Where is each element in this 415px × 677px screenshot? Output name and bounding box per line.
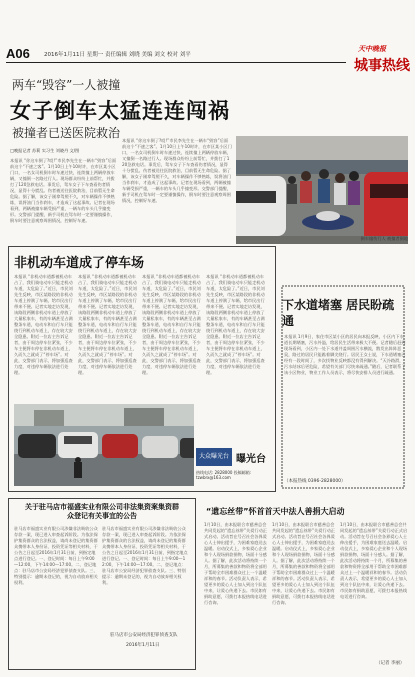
parking-body-col4: 本报讯 “非机动车道都被机动车占了，我们骑电动车只能走机动车道，太危险了。”近日，市民刘先生反映，市区某路段的非机动车道上停满了车辆，给市民出行带来不便。记者实地走访发现，该路段两侧非机动车道上停放了大量私家车，有的车辆甚至占满整条车道，电动车和自行车只能绕行到机动车道上，存在较大安全隐患。附近一位店主告诉记者，由于周边停车位紧张，不少车主便将车停在非机动车道上，久而久之就成了“停车场”。对此，交警部门表示，将加强巡查力度，对违停车辆依法进行处理。: [206, 274, 265, 375]
lead-byline: □晚报记者 苏莉 实习生 刘晓丹 文/图: [10, 148, 80, 153]
lead-body-col2: 本报讯 “你这车倒了?哎!”市民李先生在一辆车“毁容”后面前这个“不速之客”。1月10日上午10时许，在市区某小区门口，一名女司机倒车时车速过快，连续撞上两辆停放车辆，又撞倒一名路过行人。现场群众纷纷上前帮忙，并拨打了120急救电话。事发后，驾车女子下车查看伤者情况，显得十分慌乱。伤者被送往医院救治，目前暂无生命危险。据了解，该女子刚拿驾照不久，对车辆操作不够熟练，误将油门当作刹车，才造成了这起事故。记者在现场看到，两辆被撞车辆受损严重，一辆车的车头几乎撞变形。交警部门提醒，新手司机在驾车时一定要谨慎操作，倒车时要注意观察周围情况，控制好车速。: [122, 138, 232, 203]
sewer-headline: 下水道堵塞 居民盼疏通: [282, 298, 395, 328]
charity-byline: （记者 李丽）: [376, 661, 405, 666]
lead-subhead: 被撞者已送医院救治: [12, 126, 121, 140]
masthead: [0, 0, 415, 74]
lead-kicker: 两车“毁容”一人被撞: [12, 78, 121, 92]
sewer-body: 本报讯 1月9日，家住市区某小区的居民向本报反映，小区内下水道长期堵塞，污水外溢，给居民生活带来极大不便。记者随后赶到现场看到，小区内一处下水道井盖周围污水横流，散发出阵阵恶臭，路过的居民只能踮着脚尖绕行。居民王女士说，下水道堵塞已经有一段时间了，多次找物业反映都没有得到解决。“天冷路滑，污水结冰后更危险，希望有关部门尽快来疏通。”随后，记者联系了该小区物业，物业工作人员表示，将尽快安排人员进行疏通。: [284, 334, 406, 375]
paper-brand: 天中晚报: [358, 45, 386, 53]
lead-headline: 女子倒车太猛连连闯祸: [10, 99, 230, 123]
parking-body-col3: 本报讯 “非机动车道都被机动车占了，我们骑电动车只能走机动车道，太危险了。”近日，市民刘先生反映，市区某路段的非机动车道上停满了车辆，给市民出行带来不便。记者实地走访发现，该路段两侧非机动车道上停放了大量私家车，有的车辆甚至占满整条车道，电动车和自行车只能绕行到机动车道上，存在较大安全隐患。附近一位店主告诉记者，由于周边停车位紧张，不少车主便将车停在非机动车道上，久而久之就成了“停车场”。对此，交警部门表示，将加强巡查力度，对违停车辆依法进行处理。: [142, 274, 201, 375]
charity-body-col3: 1月10日，由本报联合市慈善总会共同发起的“遗忘丝带”关爱行动正式启动。活动旨在号召社会各界爱心人士伸出援手，为困难家庭送去温暖。启动仪式上，多家爱心企业和个人现场捐款捐物，场面十分感人。据了解，此次活动将持续一个月，所募集的善款和物资将全部用于帮助全市困难群众过上一个温暖祥和的春节。活动负责人表示，希望更多的爱心人士加入到这个队伍中来，让爱心传递下去。市民如有捐助意愿，可拨打本报热线电话进行咨询。: [340, 522, 408, 599]
parking-body-col1: 本报讯 “非机动车道都被机动车占了，我们骑电动车只能走机动车道，太危险了。”近日，市民刘先生反映，市区某路段的非机动车道上停满了车辆，给市民出行带来不便。记者实地走访发现，该路段两侧非机动车道上停放了大量私家车，有的车辆甚至占满整条车道，电动车和自行车只能绕行到机动车道上，存在较大安全隐患。附近一位店主告诉记者，由于周边停车位紧张，不少车主便将车停在非机动车道上，久而久之就成了“停车场”。对此，交警部门表示，将加强巡查力度，对违停车辆依法进行处理。: [14, 274, 73, 375]
charity-headline: “遗忘丝带”怀首首天中法人善捐大启动: [206, 507, 345, 516]
exposure-badge: 大众曝光台: [196, 448, 232, 466]
notice-body-col2: 驻马店市福盛实业有限公司涉嫌非法吸收公众存款一案，现已进入审查起诉阶段。为依法保护集资群众的合法权益，请尚未登记的集资群众携带本人身份证、投资凭证等相关材料，于公告之日起至2016年1月31日前，到指定地点进行登记。一、登记时间：每日上午9:00—12:00，下午14:00—17:00。二、登记地点：驻马店市公安局经济犯罪侦查支队。三、特别提示：逾期未登记的，视为自动放弃相关权利。: [102, 526, 188, 585]
charity-body-col1: 1月10日，由本报联合市慈善总会共同发起的“遗忘丝带”关爱行动正式启动。活动旨在号召社会各界爱心人士伸出援手，为困难家庭送去温暖。启动仪式上，多家爱心企业和个人现场捐款捐物，场面十分感人。据了解，此次活动将持续一个月，所募集的善款和物资将全部用于帮助全市困难群众过上一个温暖祥和的春节。活动负责人表示，希望更多的爱心人士加入到这个队伍中来，让爱心传递下去。市民如有捐助意愿，可拨打本报热线电话进行咨询。: [204, 522, 267, 605]
notice-headline: 关于驻马店市福盛实业有限公司非法集资案集资群众登记有关事宜的公告: [25, 503, 179, 520]
charity-body-col2: 1月10日，由本报联合市慈善总会共同发起的“遗忘丝带”关爱行动正式启动。活动旨在号召社会各界爱心人士伸出援手，为困难家庭送去温暖。启动仪式上，多家爱心企业和个人现场捐款捐物，场面十分感人。据了解，此次活动将持续一个月，所募集的善款和物资将全部用于帮助全市困难群众过上一个温暖祥和的春节。活动负责人表示，希望更多的爱心人士加入到这个队伍中来，让爱心传递下去。市民如有捐助意愿，可拨打本报热线电话进行咨询。: [272, 522, 335, 605]
parking-body-col2: 本报讯 “非机动车道都被机动车占了，我们骑电动车只能走机动车道，太危险了。”近日，市民刘先生反映，市区某路段的非机动车道上停满了车辆，给市民出行带来不便。记者实地走访发现，该路段两侧非机动车道上停放了大量私家车，有的车辆甚至占满整条车道，电动车和自行车只能绕行到机动车道上，存在较大安全隐患。附近一位店主告诉记者，由于周边停车位紧张，不少车主便将车停在非机动车道上，久而久之就成了“停车场”。对此，交警部门表示，将加强巡查力度，对违停车辆依法进行处理。: [78, 274, 137, 375]
section-title: 城事热线: [354, 58, 410, 74]
notice-issuer: 驻马店市公安局经济犯罪侦查支队: [110, 633, 178, 638]
exposure-title: 曝光台: [236, 454, 266, 465]
dateline: 2016年1月11日 星期一 责任编辑 刘晓 美编 刘文 校对 刘平: [44, 52, 191, 58]
masthead-rule: [6, 62, 346, 63]
parking-photo: [14, 404, 194, 486]
accident-photo: [236, 136, 408, 244]
parking-headline: 非机动车道成了停车场: [14, 256, 145, 271]
lead-body-col1: 本报讯 “你这车倒了?哎!”市民李先生在一辆车“毁容”后面前这个“不速之客”。1月10日上午10时许，在市区某小区门口，一名女司机倒车时车速过快，连续撞上两辆停放车辆，又撞倒一名路过行人。现场群众纷纷上前帮忙，并拨打了120急救电话。事发后，驾车女子下车查看伤者情况，显得十分慌乱。伤者被送往医院救治，目前暂无生命危险。据了解，该女子刚拿驾照不久，对车辆操作不够熟练，误将油门当作刹车，才造成了这起事故。记者在现场看到，两辆被撞车辆受损严重，一辆车的车头几乎撞变形。交警部门提醒，新手司机在驾车时一定要谨慎操作，倒车时要注意观察周围情况，控制好车速。: [10, 158, 117, 223]
page-number: A06: [6, 46, 30, 61]
sewer-tail: （本报热线 0396-2828000）: [284, 479, 346, 484]
photo-caption: 倒车撞伤行人 被撞者倒地: [360, 236, 408, 241]
notice-date: 2016年1月11日: [126, 643, 160, 648]
notice-body-col1: 驻马店市福盛实业有限公司涉嫌非法吸收公众存款一案，现已进入审查起诉阶段。为依法保护集资群众的合法权益，请尚未登记的集资群众携带本人身份证、投资凭证等相关材料，于公告之日起至2016年1月31日前，到指定地点进行登记。一、登记时间：每日上午9:00—12:00，下午14:00—17:00。二、登记地点：驻马店市公安局经济犯罪侦查支队。三、特别提示：逾期未登记的，视为自动放弃相关权利。: [14, 526, 98, 585]
exposure-contact: 热线电话: 2828000 投稿邮箱: tzwbrx@163.com: [196, 470, 252, 480]
